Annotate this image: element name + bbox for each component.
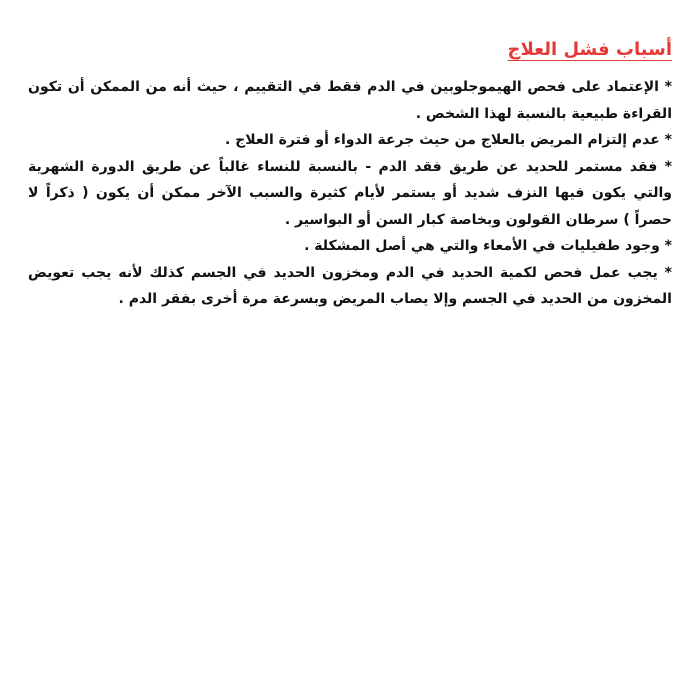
document-content — [28, 36, 672, 313]
section-heading: أسباب فشل العلاج — [507, 39, 672, 60]
paragraph-hemoglobin-only: * الإعتماد على فحص الهيموجلوبين في الدم فقط في التقييم ، حيث أنه من الممكن أن تكون القراءة طبيعية بالنسبة لهذا الشخص . — [28, 79, 672, 122]
paragraph-iron-stores: * يجب عمل فحص لكمية الحديد في الدم ومخزون الحديد في الجسم كذلك لأنه يجب تعويض المخزون من الحديد في الجسم وإلا يصاب المريض وبسرعة مرة أخرى بفقر الدم . — [28, 264, 672, 307]
paragraph-non-compliance: * عدم إلتزام المريض بالعلاج من حيث جرعة الدواء أو فترة العلاج . — [224, 132, 672, 148]
paragraph-list — [28, 74, 672, 313]
paragraph-parasites: * وجود طفيليات في الأمعاء والتي هي أصل المشكلة . — [304, 238, 672, 254]
paragraph-blood-loss: * فقد مستمر للحديد عن طريق فقد الدم - بالنسبة للنساء غالباً عن طريق الدورة الشهرية والتي يكون فيها النزف شديد أو يستمر لأيام كثيرة والسبب الآخر ممكن أن يكون ( ذكراً لا حصراً ) سرطان القولون وبخاصة كبار السن أو البواسير . — [28, 158, 672, 228]
